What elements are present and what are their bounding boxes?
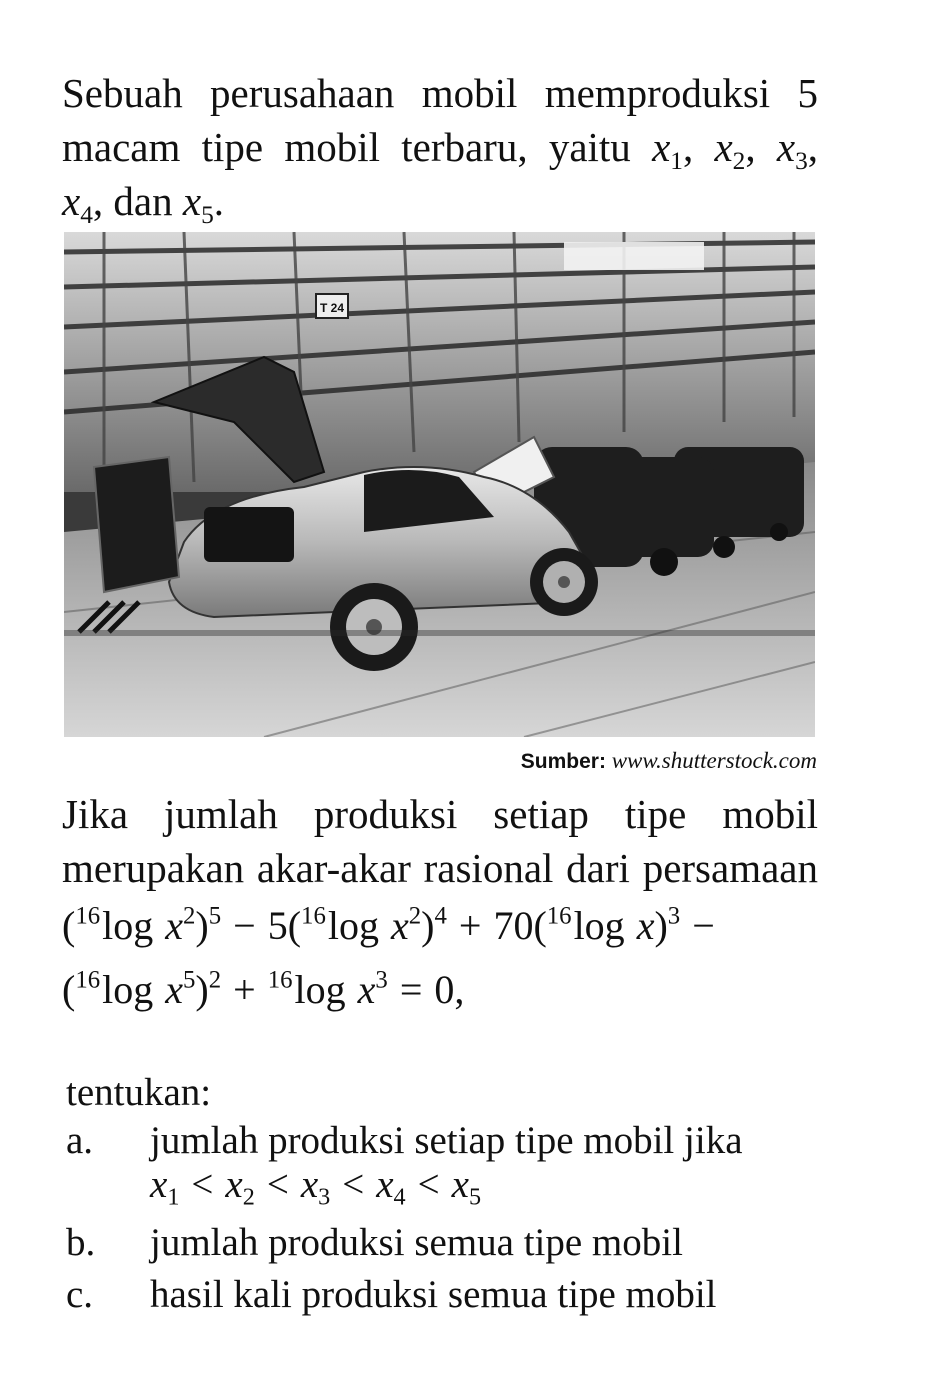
task-c-text: hasil kali produksi semua tipe mobil bbox=[150, 1273, 717, 1316]
question-paragraph bbox=[62, 787, 818, 895]
intro-line-3: $x_4$, dan $x_5$. bbox=[62, 178, 225, 230]
task-a-text: jumlah produksi setiap tipe mobil jika bbox=[150, 1119, 743, 1162]
equation-line-1: ($^{16}$log $x^2)^5 - 5(^{16}\log$ $x^2)^4 + 70(^{16}\log$ x)$^3$ − bbox=[62, 902, 715, 948]
equation-line-2: ($^{16}$log $x^5)^2 + ^{16}\log$ $x^3 = 0$, bbox=[62, 966, 465, 1012]
task-a-label: a. bbox=[66, 1119, 94, 1162]
source-label: Sumber: bbox=[520, 750, 606, 773]
question-line-2: merupakan akar-akar rasional dari persamaan bbox=[62, 845, 818, 891]
intro-line-1: Sebuah perusahaan mobil memproduksi 5 bbox=[62, 70, 818, 116]
svg-text:T 24: T 24 bbox=[319, 301, 345, 315]
image-source-caption bbox=[432, 748, 817, 774]
question-line-1: Jika jumlah produksi setiap tipe mobil bbox=[62, 791, 818, 837]
intro-paragraph bbox=[62, 66, 818, 228]
intro-line-2: macam tipe mobil terbaru, yaitu $x_1$, $x_2$, $x_3$, bbox=[62, 124, 819, 176]
task-c-label: c. bbox=[66, 1273, 94, 1316]
tasks-intro: tentukan: bbox=[66, 1071, 212, 1114]
task-b-label: b. bbox=[66, 1221, 96, 1264]
car-assembly-line-photo bbox=[64, 232, 815, 737]
source-url: www.shutterstock.com bbox=[611, 748, 817, 773]
task-b-text: jumlah produksi semua tipe mobil bbox=[150, 1221, 683, 1264]
task-a-inequality: $x_1 < x_2 < x_3 < x_4 < x_5$ bbox=[150, 1163, 482, 1211]
